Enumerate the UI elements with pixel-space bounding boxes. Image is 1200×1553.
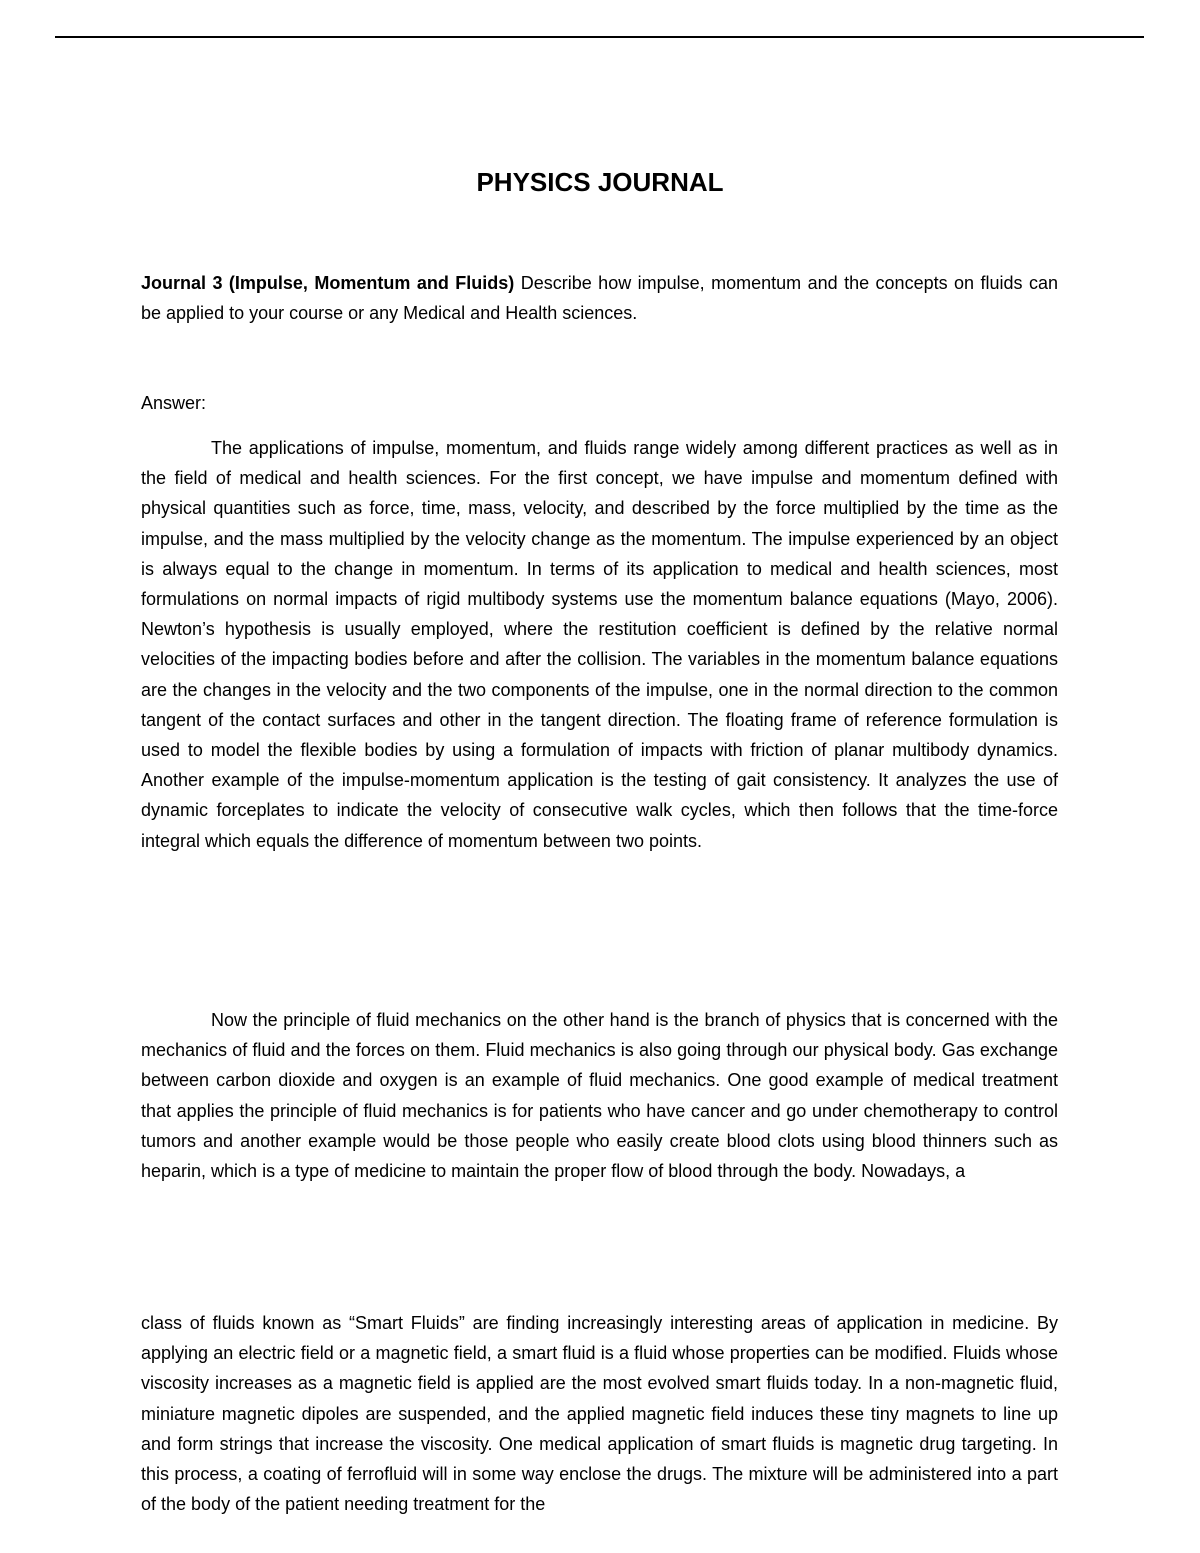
paragraph-smart-fluids: class of fluids known as “Smart Fluids” are finding increasingly interesting areas of application in medicine. By applying an electric field or a magnetic field, a smart fluid is a fluid whose properties can be modified. Fluids whose viscosity increases as a magnetic field is applied are the most evolved smart fluids today. In a non-magnetic fluid, miniature magnetic dipoles are suspended, and the applied magnetic field induces these tiny magnets to line up and form strings that increase the viscosity. One medical application of smart fluids is magnetic drug targeting. In this process, a coating of ferrofluid will in some way enclose the drugs. The mixture will be administered into a part of the body of the patient needing treatment for the [141, 1313, 1058, 1515]
page-title: PHYSICS JOURNAL [476, 167, 724, 197]
answer-label: Answer: [141, 393, 207, 413]
prompt-lead: Journal 3 (Impulse, Momentum and Fluids) [141, 273, 515, 293]
top-rule [55, 36, 1144, 38]
paragraph-impulse-momentum: The applications of impulse, momentum, and fluids range widely among different practices as well as in the field of medical and health sciences. For the first concept, we have impulse and momentum defined with physical quantities such as force, time, mass, velocity, and described by the force multiplied by the time as the impulse, and the mass multiplied by the velocity change as the momentum. The impulse experienced by an object is always equal to the change in momentum. In terms of its application to medical and health sciences, most formulations on normal impacts of rigid multibody systems use the momentum balance equations (Mayo, 2006). Newton’s hypothesis is usually employed, where the restitution coefficient is defined by the relative normal velocities of the impacting bodies before and after the collision. The variables in the momentum balance equations are the changes in the velocity and the two components of the impulse, one in the normal direction to the common tangent of the contact surfaces and other in the tangent direction. The floating frame of reference formulation is used to model the flexible bodies by using a formulation of impacts with friction of planar multibody dynamics. Another example of the impulse-momentum application is the testing of gait consistency. It analyzes the use of dynamic forceplates to indicate the velocity of consecutive walk cycles, which then follows that the time-force integral which equals the difference of momentum between two points. [141, 438, 1058, 851]
paragraph-fluid-mechanics: Now the principle of fluid mechanics on the other hand is the branch of physics that is concerned with the mechanics of fluid and the forces on them. Fluid mechanics is also going through our physical body. Gas exchange between carbon dioxide and oxygen is an example of fluid mechanics. One good example of medical treatment that applies the principle of fluid mechanics is for patients who have cancer and go under chemotherapy to control tumors and another example would be those people who easily create blood clots using blood thinners such as heparin, which is a type of medicine to maintain the proper flow of blood through the body. Nowadays, a [141, 1010, 1058, 1182]
prompt-text: Describe how impulse, momentum and the concepts on fluids can be applied to your course or any Medical and Health sciences. [141, 273, 1058, 324]
journal-prompt [141, 268, 1058, 328]
